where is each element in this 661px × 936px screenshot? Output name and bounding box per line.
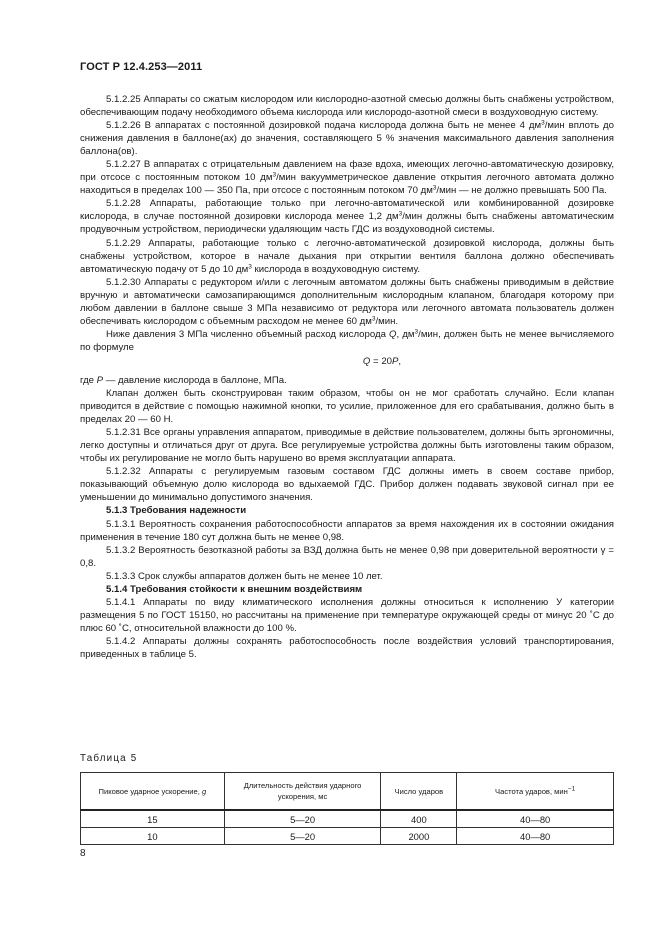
table-cell: 2000 [381,828,457,845]
table-cell: 400 [381,810,457,828]
table-cell: 40—80 [457,810,614,828]
paragraph-flow-rate: Ниже давления 3 МПа численно объемный расход кислорода Q, $дм^3$/мин, должен быть не менее вычисляемого по формуле [80,328,614,353]
paragraph-5-1-2-28: 5.1.2.28 Аппараты, работающие только при легочно-автоматической или комбинированной дозировке кислорода, в случае постоянной дозировки кислорода менее 1,2 $дм^3$/мин должны быть снабжены автоматическим продувочным устройством, периодически удаляющим часть ГДС из воздуховодной системы. [80,198,614,236]
paragraph-5-1-4-2: 5.1.4.2 Аппараты должны сохранять работоспособность после воздействия условий транспортирования, приведенных в таблице 5. [80,635,614,660]
table-cell: 15 [81,810,225,828]
paragraph-5-1-2-31: 5.1.2.31 Все органы управления аппаратом, приводимые в действие пользователем, должны быть эргономичны, легко доступны и отличаться друг от друга. Все регулируемые устройства должны быть изготовлены таким образом, чтобы их регулирование не могло быть нарушено во время эксплуатации аппарата. [80,427,614,465]
table-row [81,828,614,845]
paragraph-5-1-4-1: 5.1.4.1 Аппараты по виду климатического исполнения должны относиться к исполнению У категории размещения 5 по ГОСТ 15150, но рассчитаны на применение при температуре окружающей среды от минус 20 ˚С до плюс 60 ˚С, относительной влажности до 100 %. [80,596,614,634]
table-5 [80,772,614,845]
section-heading-5-1-4: 5.1.4 Требования стойкости к внешним воздействиям [106,583,363,595]
document-body [80,93,614,661]
paragraph-5-1-3-2: 5.1.3.2 Вероятность безотказной работы за ВЗД должна быть не менее 0,98 при доверительной вероятности γ = 0,8. [80,544,614,569]
paragraph-5-1-2-26: 5.1.2.26 В аппаратах с постоянной дозировкой подача кислорода должна быть не менее 4 $дм^3$/мин вплоть до снижения давления в баллоне(ах) до значения, составляющего 5 % значения максимального давления заполнения баллона(ов). [80,119,614,158]
formula: Q = 20P, [362,355,402,367]
table-cell: 10 [81,828,225,845]
table-cell: 5—20 [224,810,381,828]
section-heading-5-1-3: 5.1.3 Требования надежности [106,505,247,517]
table-header-count: Число ударов [381,773,457,811]
table-header-acceleration: Пиковое ударное ускорение, g [81,773,225,811]
table-cell: 5—20 [224,828,381,845]
paragraph-5-1-2-30: 5.1.2.30 Аппараты с редуктором и/или с легочным автоматом должны быть снабжены приводимым в действие вручную и автоматически самозапирающимся дополнительным кислородным клапаном, благодаря которому при любом давлении в баллоне свыше 3 МПа независимо от редуктора или легочного автомата пользователь должен обеспечивать кислородом с объемным расходом не менее 60 $дм^3$/мин. [80,276,614,327]
paragraph-valve: Клапан должен быть сконструирован таким образом, чтобы он не мог сработать случайно. Если клапан приводится в действие с помощью нажимной кнопки, то усилие, приложенное для его срабатывания, должно быть в пределах 20 — 60 Н. [80,388,614,426]
document-header: ГОСТ Р 12.4.253—2011 [80,61,203,73]
paragraph-5-1-2-25: 5.1.2.25 Аппараты со сжатым кислородом или кислородно-азотной смесью должны быть снабжены устройством, обеспечивающим подачу необходимого объема кислорода или кислородо-азотной смеси в воздуховодную систему. [80,94,614,119]
paragraph-5-1-3-1: 5.1.3.1 Вероятность сохранения работоспособности аппаратов за время нахождения их в состоянии ожидания применения в течение 180 сут должна быть не менее 0,98. [80,518,614,543]
table-header-frequency: Частота ударов, мин$^{-1}$ [457,773,614,811]
paragraph-5-1-2-27: 5.1.2.27 В аппаратах с отрицательным давлением на фазе вдоха, имеющих легочно-автоматическую дозировку, при отсосе с постоянным потоком 10 $дм^3$/мин вакуумметрическое давление открытия легочного автомата должно находиться в пределах 100 — 350 Па, при отсосе с постоянным потоком 70 $дм^3$/мин — не должно превышать 500 Па. [80,159,614,197]
formula-where: где P — давление кислорода в баллоне, МПа. [80,374,287,386]
paragraph-5-1-3-3: 5.1.3.3 Срок службы аппаратов должен быть не менее 10 лет. [106,570,383,582]
table-header-duration: Длительность действия ударного ускорения, мс [224,773,381,811]
paragraph-5-1-2-29: 5.1.2.29 Аппараты, работающие только с легочно-автоматической дозировкой кислорода, должны быть снабжены устройством, которое в начале дыхания при открытии вентиля баллона должно обеспечивать автоматическую подачу от 5 до 10 $дм^3$ кислорода в воздуховодную систему. [80,237,614,275]
table-row [81,810,614,828]
paragraph-5-1-2-32: 5.1.2.32 Аппараты с регулируемым газовым составом ГДС должны иметь в своем составе прибор, показывающий объемную долю кислорода во вдыхаемой ГДС. Прибор должен подавать звуковой сигнал при ее уменьшении до минимально допустимого значения. [80,466,614,504]
page-number: 8 [80,848,86,859]
table-header-row [81,773,614,811]
table-title: Таблица 5 [80,753,138,764]
table-cell: 40—80 [457,828,614,845]
